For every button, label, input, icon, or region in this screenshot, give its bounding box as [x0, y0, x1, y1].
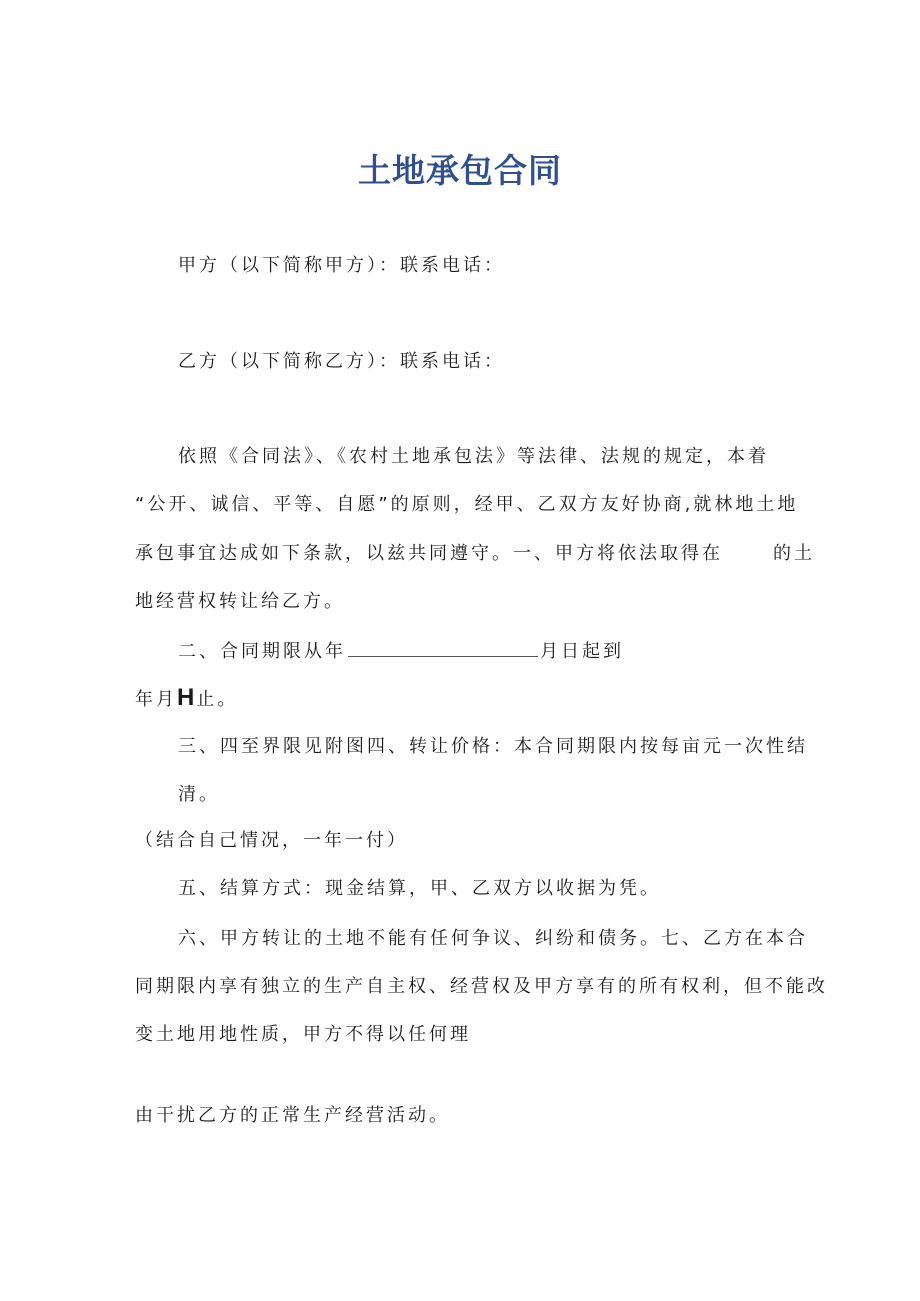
clause-3-line-1: 三、四至界限见附图四、转让价格：本合同期限内按每亩元一次性结	[178, 736, 808, 757]
clause-3-note: （结合自己情况，一年一付）	[135, 830, 408, 851]
clause-2-end-line	[135, 686, 238, 712]
clause-6-line-1: 六、甲方转让的土地不能有任何争议、纠纷和债务。七、乙方在本合	[178, 928, 808, 949]
intro-line-1: 依照《合同法》、《农村土地承包法》等法律、法规的规定，本着	[178, 446, 769, 467]
intro-line-3-part-b: 的土	[773, 543, 815, 564]
clause-2-h-char: H	[177, 684, 197, 711]
intro-line-3	[135, 542, 815, 566]
clause-6-line-2: 同期限内享有独立的生产自主权、经营权及甲方享有的所有权利，但不能改	[135, 976, 828, 997]
clause-6-line-4: 由干扰乙方的正常生产经营活动。	[135, 1105, 450, 1126]
intro-line-2: “公开、诚信、平等、自愿”的原则，经甲、乙双方友好协商,就林地土地	[135, 494, 799, 515]
clause-5-line: 五、结算方式：现金结算，甲、乙双方以收据为凭。	[178, 878, 661, 899]
party-a-line: 甲方（以下简称甲方）：联系电话：	[178, 255, 505, 276]
fill-in-blank	[348, 638, 538, 657]
intro-line-3-part-a: 承包事宜达成如下条款，以兹共同遵守。一、甲方将依法取得在	[135, 543, 723, 564]
intro-line-4: 地经营权转让给乙方。	[135, 591, 345, 612]
clause-3-line-2: 清。	[178, 784, 220, 805]
clause-2-part-b: 月日起到	[540, 641, 624, 662]
clause-2-part-c1: 年月	[135, 689, 177, 710]
clause-6-line-3: 变土地用地性质，甲方不得以任何理	[135, 1024, 471, 1045]
document-title: 土地承包合同	[358, 151, 562, 190]
clause-2-line	[178, 638, 624, 664]
clause-2-part-a: 二、合同期限从年	[178, 641, 346, 662]
clause-2-part-c3: 止。	[196, 689, 239, 710]
party-b-line: 乙方（以下简称乙方）：联系电话：	[178, 351, 505, 372]
